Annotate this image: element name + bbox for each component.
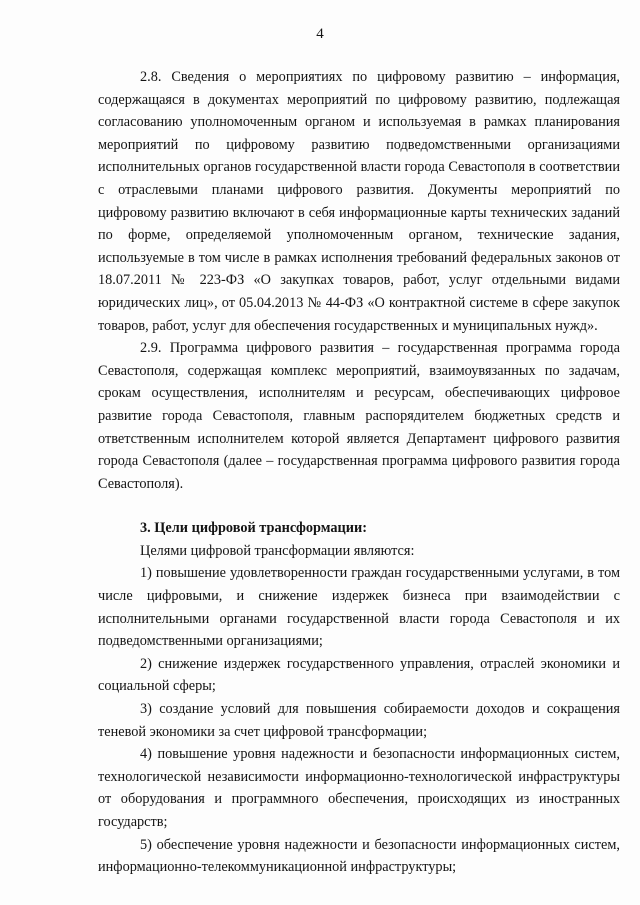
page-number: 4	[316, 26, 324, 42]
goal-item-4: 4) повышение уровня надежности и безопасности информационных систем, технологической независимости информационно-технологической инфраструктуры от оборудования и программного обеспечения, происходящих из иностранных государств;	[98, 746, 620, 830]
section-3-heading: 3. Цели цифровой трансформации:	[140, 520, 368, 537]
goal-item-1: 1) повышение удовлетворенности граждан государственными услугами, в том числе цифровыми, и снижение издержек бизнеса при взаимодействии с исполнительными органами государственной власти города Севастополя и их подведомственными организациями;	[98, 565, 620, 650]
goal-item-2: 2) снижение издержек государственного управления, отраслей экономики и социальной сферы;	[98, 655, 620, 695]
goal-item-5: 5) обеспечение уровня надежности и безопасности информационных систем, информационно-телекоммуникационной инфраструктуры;	[98, 836, 620, 876]
goal-item-3: 3) создание условий для повышения собираемости доходов и сокращения теневой экономики за счет цифровой трансформации;	[98, 701, 620, 740]
paragraph-2-9: 2.9. Программа цифрового развития – государственная программа города Севастополя, содержащая комплекс мероприятий, взаимоувязанных по задачам, срокам осуществления, исполнителям и ресурсам, обеспечивающих цифровое развитие города Севастополя, главным распорядителем бюджетных средств и ответственным исполнителем которой является Департамент цифрового развития города Севастополя (далее – государственная программа цифрового развития города Севастополя).	[98, 340, 620, 492]
paragraph-2-8: 2.8. Сведения о мероприятиях по цифровому развитию – информация, содержащаяся в документах мероприятий по цифровому развитию, подлежащая согласованию уполномоченным органом и используемая в рамках планирования мероприятий по цифровому развитию подведомственными организациями исполнительных органов государственной власти города Севастополя в соответствии с отраслевыми планами цифрового развития. Документы мероприятий по цифровому развитию включают в себя информационные карты технических заданий по форме, определяемой уполномоченным органом, технические задания, используемые в том числе в рамках исполнения требований федеральных законов от 18.07.2011 № 223-ФЗ «О закупках товаров, работ, услуг отдельными видами юридических лиц», от 05.04.2013 № 44-ФЗ «О контрактной системе в сфере закупок товаров, работ, услуг для обеспечения государственных и муниципальных нужд».	[98, 69, 620, 334]
section-spacer	[98, 495, 620, 517]
goals-intro: Целями цифровой трансформации являются:	[140, 542, 415, 559]
document-body	[98, 66, 620, 879]
